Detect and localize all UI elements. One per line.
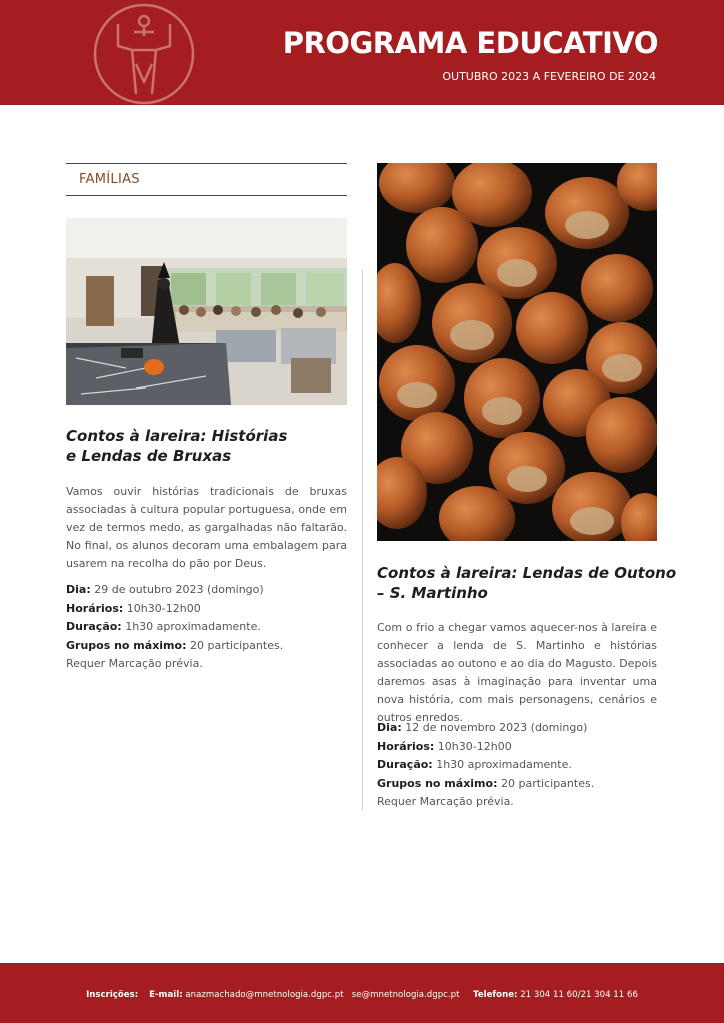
museum-logo-icon bbox=[88, 2, 200, 106]
event-title-martinho bbox=[377, 563, 677, 603]
detail-label: Duração: bbox=[66, 620, 122, 633]
event-details bbox=[377, 719, 667, 812]
section-top-rule bbox=[66, 163, 347, 164]
detail-value: 29 de outubro 2023 (domingo) bbox=[90, 583, 264, 596]
detail-label: Grupos no máximo: bbox=[377, 776, 498, 790]
detail-value: 20 participantes. bbox=[497, 776, 595, 790]
detail-grupos bbox=[377, 775, 667, 794]
section-label: FAMÍLIAS bbox=[79, 172, 140, 187]
detail-grupos bbox=[66, 637, 351, 656]
event-title-bruxas bbox=[66, 426, 351, 466]
detail-duracao bbox=[377, 756, 667, 775]
inscricoes-label: Inscrições: bbox=[86, 990, 139, 1000]
column-divider bbox=[362, 270, 363, 810]
email-link-2[interactable]: se@mnetnologia.dgpc.pt bbox=[351, 990, 460, 1000]
detail-label: Grupos no máximo: bbox=[66, 638, 187, 652]
event-title-line: – S. Martinho bbox=[377, 584, 488, 602]
detail-value: 20 participantes. bbox=[186, 638, 284, 652]
event-title-line: Contos à lareira: Histórias bbox=[66, 427, 288, 445]
event-title-line: Contos à lareira: Lendas de Outono bbox=[377, 564, 677, 582]
page-title: PROGRAMA EDUCATIVO bbox=[282, 26, 658, 60]
hazelnuts-photo bbox=[377, 163, 657, 541]
header-banner bbox=[0, 0, 724, 105]
detail-value: 1h30 aproximadamente. bbox=[432, 758, 572, 771]
detail-value: 10h30-12h00 bbox=[434, 739, 512, 753]
detail-horarios bbox=[377, 738, 667, 757]
detail-label: Horários: bbox=[66, 601, 124, 615]
detail-dia bbox=[66, 581, 351, 600]
detail-marcacao: Requer Marcação prévia. bbox=[66, 657, 203, 670]
detail-label: Dia: bbox=[377, 721, 402, 734]
event-details bbox=[66, 581, 351, 674]
detail-value: 1h30 aproximadamente. bbox=[121, 620, 261, 633]
section-bottom-rule bbox=[66, 195, 347, 196]
detail-label: Dia: bbox=[66, 583, 91, 596]
event-description: Com o frio a chegar vamos aquecer-nos à lareira e conhecer a lenda de S. Martinho e histórias associadas ao outono e ao dia do Magusto. Depois daremos asas à imaginação para inventar uma nova história, com mais personagens, cenários e outros enredos. bbox=[377, 621, 657, 724]
detail-duracao bbox=[66, 618, 351, 637]
footer-banner bbox=[0, 963, 724, 1023]
detail-value: 12 de novembro 2023 (domingo) bbox=[401, 721, 588, 734]
detail-label: Duração: bbox=[377, 758, 433, 771]
event-description: Vamos ouvir histórias tradicionais de bruxas associadas à cultura popular portuguesa, onde em vez de termos medo, as gargalhadas não faltarão. No final, os alunos decoram uma embalagem para usarem na recolha do pão por Deus. bbox=[66, 485, 347, 570]
contact-line bbox=[0, 990, 724, 1000]
telefone-label: Telefone: bbox=[473, 990, 518, 1000]
detail-dia bbox=[377, 719, 667, 738]
event-title-line: e Lendas de Bruxas bbox=[66, 447, 232, 465]
classroom-photo bbox=[66, 218, 347, 405]
email-link-1[interactable]: anazmachado@mnetnologia.dgpc.pt bbox=[185, 990, 344, 1000]
email-label: E-mail: bbox=[149, 990, 183, 1000]
telefone-value: 21 304 11 60/21 304 11 66 bbox=[520, 990, 638, 1000]
detail-value: 10h30-12h00 bbox=[123, 601, 201, 615]
detail-horarios bbox=[66, 600, 351, 619]
page-subtitle: OUTUBRO 2023 A FEVEREIRO DE 2024 bbox=[442, 70, 656, 83]
detail-marcacao: Requer Marcação prévia. bbox=[377, 795, 514, 808]
detail-label: Horários: bbox=[377, 739, 435, 753]
